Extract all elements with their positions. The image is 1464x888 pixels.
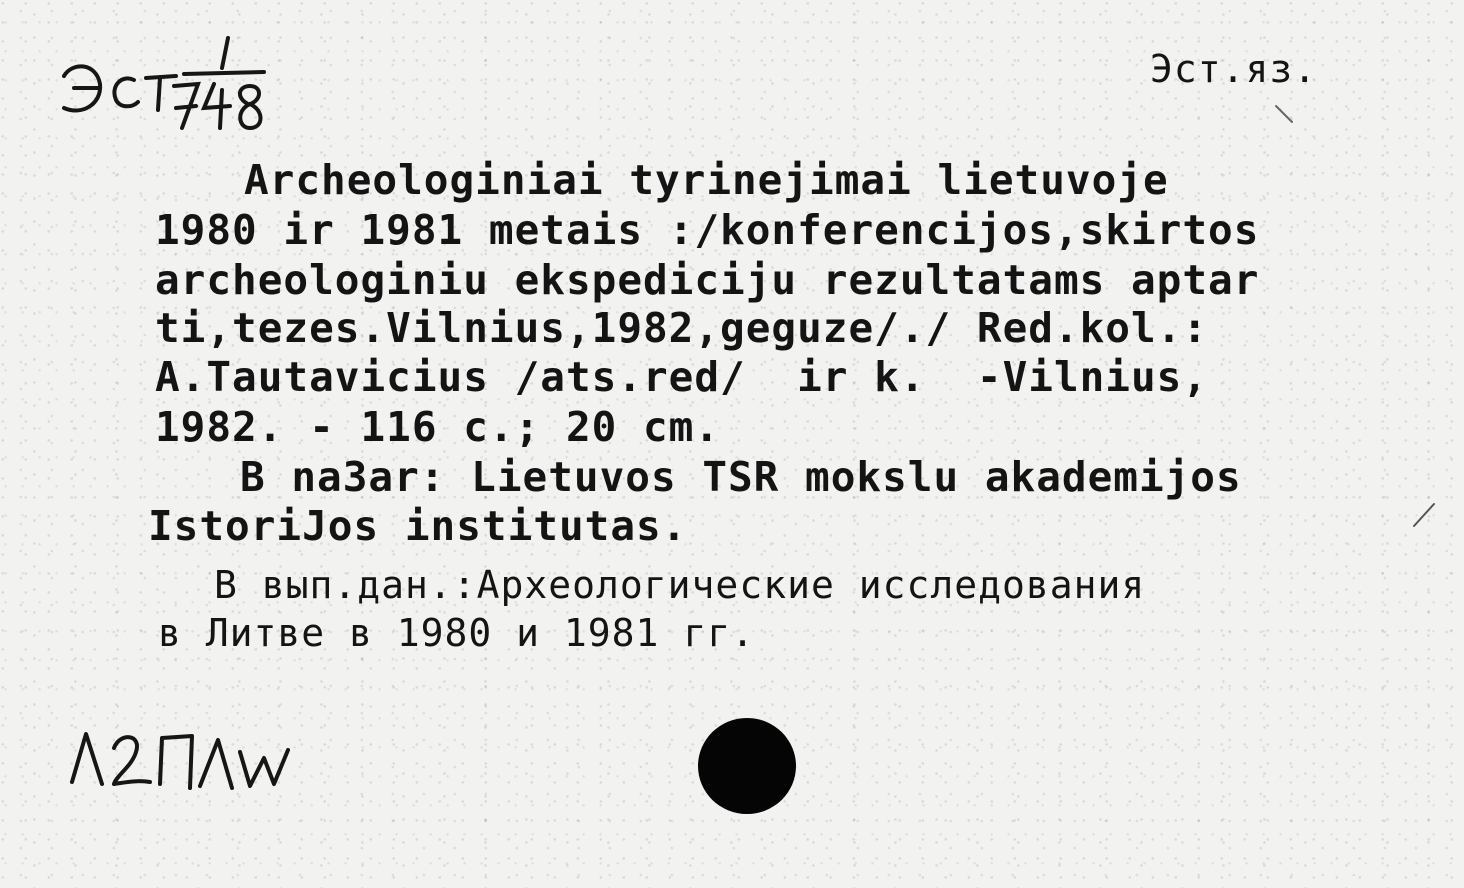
translation-line-1: В вып.дан.:Археологические исследования xyxy=(214,563,1146,607)
stray-mark xyxy=(1270,100,1300,130)
note-line-1: B na3ar: Lietuvos TSR mokslu akademijos xyxy=(240,453,1242,501)
description-line-5: A.Tautavicius /ats.red/ ir k. -Vilnius, xyxy=(155,353,1209,401)
shelf-mark xyxy=(52,28,282,138)
description-line-3: archeologiniu ekspediciju rezultatams aptar xyxy=(155,256,1260,304)
description-line-2: 1980 ir 1981 metais :/konferencijos,skirtos xyxy=(155,206,1260,254)
stray-mark xyxy=(1410,500,1440,530)
description-line-4: ti,tezes.Vilnius,1982,geguze/./ Red.kol.: xyxy=(155,304,1209,352)
punch-hole xyxy=(698,718,796,814)
handwritten-code xyxy=(62,712,302,802)
description-line-6: 1982. - 116 c.; 20 cm. xyxy=(155,403,721,451)
language-label: Эст.яз. xyxy=(1150,47,1318,91)
translation-line-2: в Литве в 1980 и 1981 гг. xyxy=(158,611,755,655)
note-line-2: IstoriJos institutas. xyxy=(148,502,688,550)
handwritten-code-drawing xyxy=(62,712,302,802)
description-line-1: Archeologiniai tyrinejimai lietuvoje xyxy=(244,156,1169,204)
shelf-mark-drawing xyxy=(52,28,282,138)
